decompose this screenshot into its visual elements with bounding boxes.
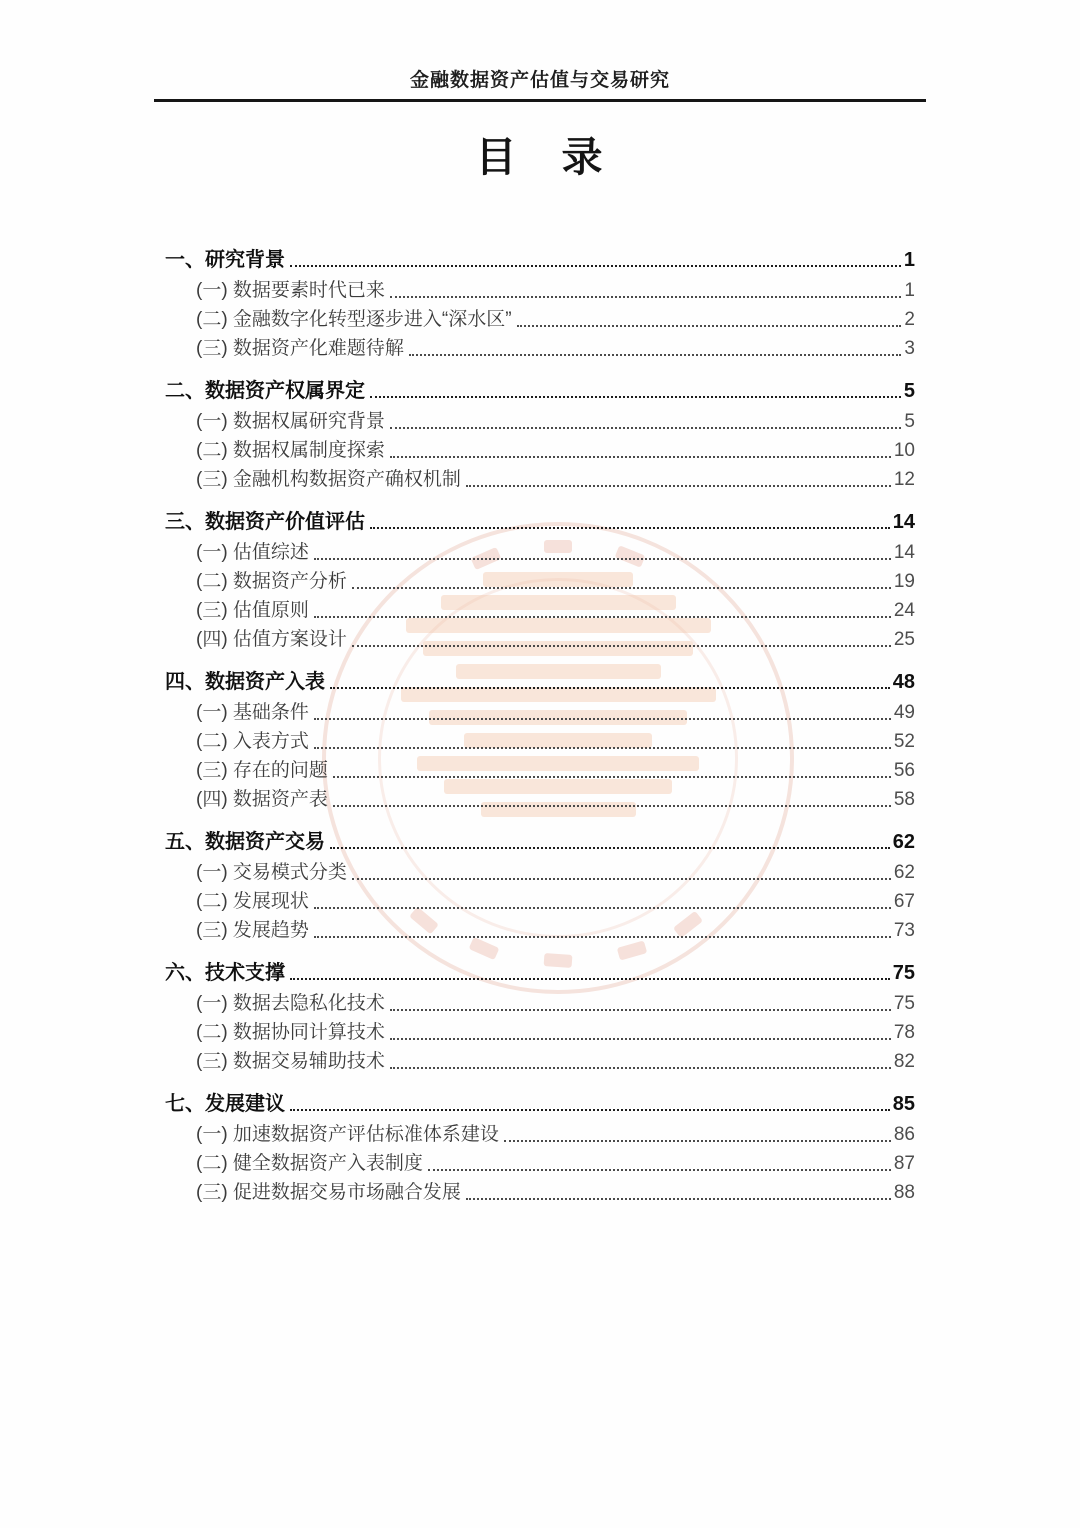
toc-entry-label: 五、数据资产交易: [165, 831, 325, 853]
dot-leader: [314, 936, 891, 938]
dot-leader: [314, 718, 891, 720]
toc-page-number: 48: [892, 671, 915, 693]
dot-leader: [390, 1009, 891, 1011]
toc-section-row: [165, 244, 915, 276]
toc-entry-label: (二) 入表方式: [196, 730, 309, 752]
toc-item-row: [165, 1047, 915, 1076]
dot-leader: [290, 1109, 890, 1111]
toc-page-number: 85: [892, 1093, 915, 1115]
dot-leader: [428, 1169, 891, 1171]
toc-item-row: [165, 334, 915, 363]
toc-entry-label: (一) 数据去隐私化技术: [196, 992, 385, 1014]
toc-section-row: [165, 957, 915, 989]
toc-page-number: 58: [893, 788, 915, 810]
toc-entry-label: (一) 基础条件: [196, 701, 309, 723]
toc-item-row: [165, 858, 915, 887]
toc-entry-label: (三) 发展趋势: [196, 919, 309, 941]
toc-item-row: [165, 436, 915, 465]
toc-page-number: 75: [892, 962, 915, 984]
toc-entry-label: (三) 促进数据交易市场融合发展: [196, 1181, 461, 1203]
toc-entry-label: 七、发展建议: [165, 1093, 285, 1115]
toc-entry-label: (三) 金融机构数据资产确权机制: [196, 468, 461, 490]
dot-leader: [352, 878, 891, 880]
toc-entry-label: (三) 数据交易辅助技术: [196, 1050, 385, 1072]
toc-item-row: [165, 916, 915, 945]
dot-leader: [517, 325, 902, 327]
toc-entry-label: (一) 数据要素时代已来: [196, 279, 385, 301]
dot-leader: [390, 1038, 891, 1040]
toc-page-number: 82: [893, 1050, 915, 1072]
toc-section-row: [165, 1088, 915, 1120]
toc-item-row: [165, 567, 915, 596]
toc-page-number: 1: [903, 249, 915, 271]
dot-leader: [314, 616, 891, 618]
toc-page-number: 86: [893, 1123, 915, 1145]
toc-entry-label: (一) 数据权属研究背景: [196, 410, 385, 432]
toc-item-row: [165, 698, 915, 727]
toc-item-row: [165, 1120, 915, 1149]
toc-item-row: [165, 727, 915, 756]
toc-entry-label: (二) 数据权属制度探索: [196, 439, 385, 461]
toc-entry-label: 二、数据资产权属界定: [165, 380, 365, 402]
dot-leader: [409, 354, 901, 356]
dot-leader: [330, 847, 890, 849]
toc-entry-label: (四) 数据资产表: [196, 788, 328, 810]
toc-page-number: 49: [893, 701, 915, 723]
toc-page-number: 1: [904, 279, 915, 301]
toc-item-row: [165, 276, 915, 305]
toc-item-row: [165, 756, 915, 785]
toc-entry-label: (一) 估值综述: [196, 541, 309, 563]
dot-leader: [330, 687, 890, 689]
dot-leader: [314, 907, 891, 909]
toc-page-number: 52: [893, 730, 915, 752]
toc-page-number: 10: [893, 439, 915, 461]
toc-item-row: [165, 465, 915, 494]
dot-leader: [290, 978, 890, 980]
toc-entry-label: 一、研究背景: [165, 249, 285, 271]
dot-leader: [352, 587, 891, 589]
toc-item-row: [165, 1149, 915, 1178]
toc-page-number: 3: [904, 337, 915, 359]
toc-page-number: 78: [893, 1021, 915, 1043]
toc-item-row: [165, 785, 915, 814]
toc-item-row: [165, 1178, 915, 1207]
dot-leader: [390, 1067, 891, 1069]
toc-page-number: 2: [904, 308, 915, 330]
dot-leader: [370, 527, 890, 529]
dot-leader: [466, 485, 891, 487]
toc-item-row: [165, 538, 915, 567]
toc-item-row: [165, 887, 915, 916]
dot-leader: [504, 1140, 891, 1142]
toc-entry-label: 六、技术支撑: [165, 962, 285, 984]
toc-section-row: [165, 375, 915, 407]
toc-page-number: 14: [893, 541, 915, 563]
toc-page-number: 12: [893, 468, 915, 490]
toc-item-row: [165, 407, 915, 436]
toc-page-number: 62: [892, 831, 915, 853]
page-title: 目 录: [475, 134, 605, 180]
dot-leader: [390, 296, 901, 298]
toc-page-number: 62: [893, 861, 915, 883]
dot-leader: [390, 427, 901, 429]
toc-page-number: 88: [893, 1181, 915, 1203]
dot-leader: [314, 558, 891, 560]
toc-item-row: [165, 1018, 915, 1047]
toc-entry-label: (三) 数据资产化难题待解: [196, 337, 404, 359]
toc-entry-label: (三) 存在的问题: [196, 759, 328, 781]
dot-leader: [333, 776, 891, 778]
dot-leader: [390, 456, 891, 458]
toc-entry-label: (二) 金融数字化转型逐步进入“深水区”: [196, 308, 512, 330]
dot-leader: [290, 265, 901, 267]
toc-page-number: 75: [893, 992, 915, 1014]
running-head-title: 金融数据资产估值与交易研究: [409, 70, 670, 91]
toc-page-number: 67: [893, 890, 915, 912]
toc-entry-label: (二) 数据资产分析: [196, 570, 347, 592]
toc-entry-label: (二) 发展现状: [196, 890, 309, 912]
toc-section-row: [165, 666, 915, 698]
toc-entry-label: 三、数据资产价值评估: [165, 511, 365, 533]
toc-page-number: 19: [893, 570, 915, 592]
table-of-contents: [165, 244, 915, 1207]
toc-page-number: 87: [893, 1152, 915, 1174]
toc-item-row: [165, 989, 915, 1018]
toc-entry-label: 四、数据资产入表: [165, 671, 325, 693]
toc-page-number: 24: [893, 599, 915, 621]
toc-item-row: [165, 305, 915, 334]
page-header: [0, 0, 1080, 102]
dot-leader: [352, 645, 891, 647]
toc-entry-label: (二) 健全数据资产入表制度: [196, 1152, 423, 1174]
toc-page-number: 5: [904, 410, 915, 432]
dot-leader: [333, 805, 891, 807]
toc-entry-label: (三) 估值原则: [196, 599, 309, 621]
toc-page-number: 5: [903, 380, 915, 402]
dot-leader: [466, 1198, 891, 1200]
toc-page-number: 56: [893, 759, 915, 781]
toc-entry-label: (一) 加速数据资产评估标准体系建设: [196, 1123, 499, 1145]
toc-entry-label: (一) 交易模式分类: [196, 861, 347, 883]
toc-item-row: [165, 625, 915, 654]
toc-entry-label: (二) 数据协同计算技术: [196, 1021, 385, 1043]
dot-leader: [314, 747, 891, 749]
toc-section-row: [165, 506, 915, 538]
toc-page-number: 25: [893, 628, 915, 650]
toc-page-number: 73: [893, 919, 915, 941]
dot-leader: [370, 396, 901, 398]
toc-section-row: [165, 826, 915, 858]
toc-entry-label: (四) 估值方案设计: [196, 628, 347, 650]
toc-item-row: [165, 596, 915, 625]
toc-page-number: 14: [892, 511, 915, 533]
